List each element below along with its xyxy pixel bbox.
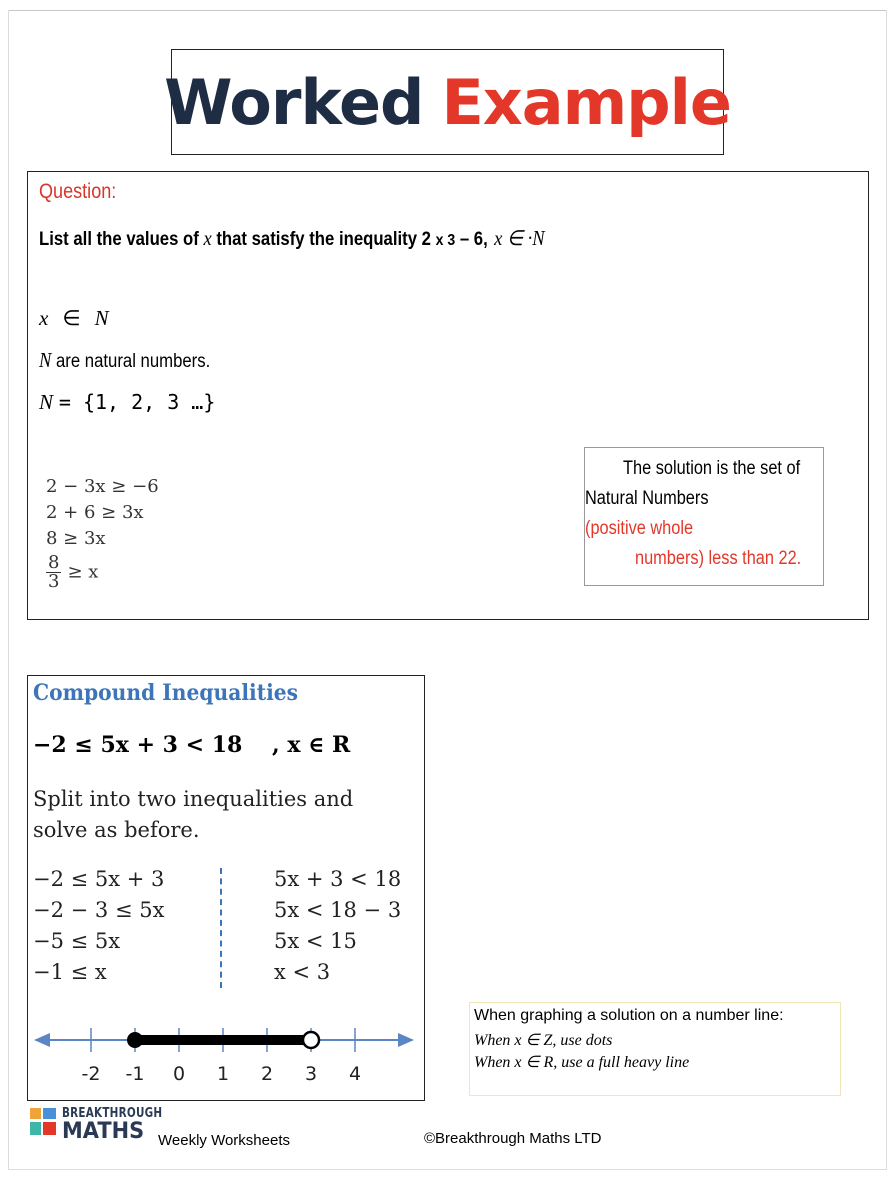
footer-copyright: ©Breakthrough Maths LTD — [424, 1130, 602, 1147]
membership-line — [39, 306, 109, 331]
graphing-note — [469, 1002, 841, 1096]
compound-domain: , x ∈ R — [272, 732, 351, 758]
note-line-2: When x ∈ Z, use dots — [474, 1032, 613, 1049]
open-endpoint-circle — [303, 1032, 319, 1048]
natural-set-line — [39, 390, 215, 415]
right-step: 5x < 18 − 3 — [274, 898, 402, 922]
natural-var: N — [39, 348, 52, 372]
logo-line-1: BREAKTHROUGH — [62, 1106, 163, 1121]
note-line-3: When x ∈ R, use a full heavy line — [474, 1054, 690, 1071]
worked-example-title — [164, 49, 731, 155]
split-line-2: solve as before. — [33, 818, 200, 842]
page-border-top — [8, 10, 886, 11]
compound-inequalities-panel — [27, 675, 425, 1101]
solution-steps — [46, 474, 159, 591]
page-border-bottom — [8, 1169, 886, 1170]
arrow-right-icon — [398, 1033, 414, 1047]
right-step: 5x < 15 — [274, 929, 357, 953]
compound-inequality — [33, 732, 350, 758]
left-step: −5 ≤ 5x — [33, 929, 121, 953]
page-border-right — [886, 10, 887, 1170]
page-border-left — [8, 10, 9, 1170]
arrow-left-icon — [34, 1033, 50, 1047]
left-steps — [33, 864, 164, 988]
title-worked: Worked — [164, 65, 424, 139]
nset-var: N — [39, 390, 54, 414]
right-steps — [274, 864, 401, 988]
membership-symbol: ∈ — [62, 306, 81, 330]
number-line-label: 0 — [172, 1063, 186, 1085]
number-line-label: 3 — [304, 1063, 318, 1085]
column-divider — [220, 868, 222, 988]
title-example: Example — [441, 65, 731, 139]
fraction-denominator: 3 — [48, 571, 60, 592]
natural-numbers-line — [39, 348, 210, 373]
prompt-overlap: x 3 — [435, 232, 456, 249]
question-label: Question: — [39, 180, 117, 203]
step-line: 2 + 6 ≥ 3x — [46, 502, 144, 523]
right-step: 5x + 3 < 18 — [274, 867, 402, 891]
prompt-mid: that satisfy the inequality 2 — [216, 229, 431, 250]
solution-line-1: The solution is the set of — [623, 458, 801, 479]
prompt-text: List all the values of — [39, 229, 199, 250]
number-line-label: 1 — [216, 1063, 230, 1085]
right-step: x < 3 — [274, 960, 331, 984]
number-line-label: -2 — [81, 1063, 101, 1085]
split-line-1: Split into two inequalities and — [33, 787, 354, 811]
prompt-tail: – 6, — [459, 229, 488, 250]
solution-line-3: (positive whole — [585, 518, 694, 539]
membership-var: x — [39, 306, 49, 330]
membership-set: N — [94, 306, 109, 330]
fraction — [46, 554, 61, 591]
solution-line-4: numbers) less than 22. — [635, 548, 802, 569]
nset-value: = {1, 2, 3 …} — [58, 390, 216, 414]
prompt-var: x — [203, 226, 212, 250]
fraction-numerator: 8 — [48, 552, 60, 573]
left-step: −2 ≤ 5x + 3 — [33, 867, 165, 891]
note-line-1: When graphing a solution on a number line: — [474, 1007, 784, 1024]
number-line-label: 4 — [348, 1063, 362, 1085]
question-box — [27, 171, 869, 620]
natural-text: are natural numbers. — [55, 351, 211, 372]
logo-line-2: MATHS — [62, 1119, 145, 1144]
number-line-label: -1 — [125, 1063, 145, 1085]
prompt-set: x ∈ ·N — [494, 226, 545, 250]
filled-endpoint-dot — [127, 1032, 143, 1048]
solution-callout — [584, 447, 824, 586]
solution-line-2: Natural Numbers — [585, 488, 709, 509]
step-line: 8 ≥ 3x — [46, 528, 106, 549]
left-step: −2 − 3 ≤ 5x — [33, 898, 165, 922]
number-line-label: 2 — [260, 1063, 274, 1085]
logo-mark-icon — [30, 1108, 60, 1138]
question-prompt — [39, 226, 545, 251]
step-line: 2 − 3x ≥ −6 — [46, 476, 159, 497]
compound-title: Compound Inequalities — [33, 680, 299, 706]
footer-left: Weekly Worksheets — [158, 1132, 290, 1149]
number-line — [28, 1016, 424, 1100]
step-fraction-line — [46, 554, 159, 591]
compound-instructions — [33, 784, 353, 846]
compound-expression: −2 ≤ 5x + 3 < 18 — [33, 732, 243, 758]
left-step: −1 ≤ x — [33, 960, 107, 984]
fraction-rest: ≥ x — [67, 561, 99, 583]
